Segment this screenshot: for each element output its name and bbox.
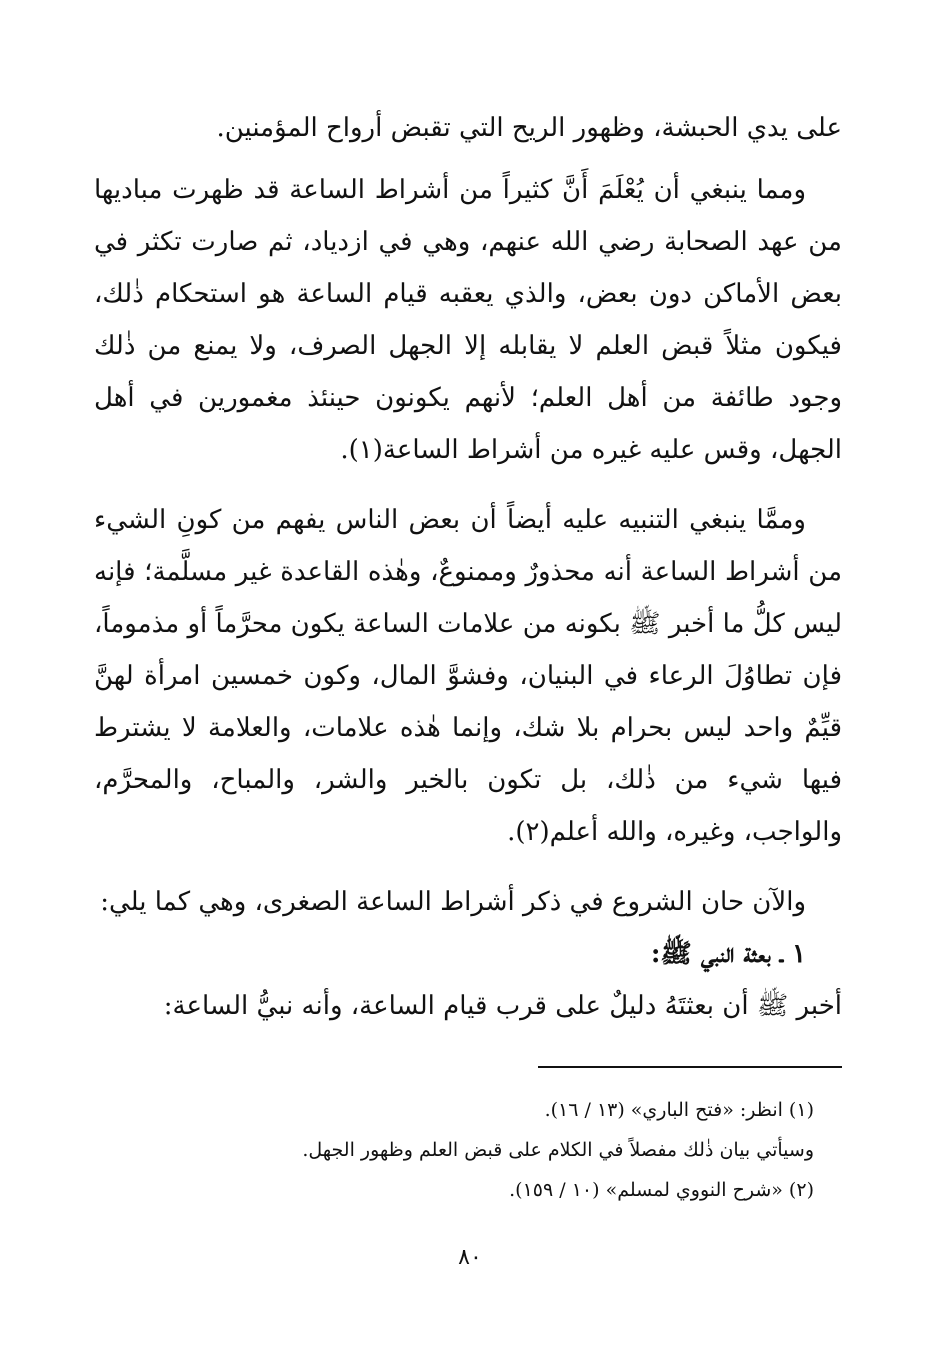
- section-heading: ١ ـ بعثة النبي ﷺ:: [650, 939, 806, 969]
- footnote-2: (٢) «شرح النووي لمسلم» (١٠ / ١٥٩).: [509, 1179, 814, 1201]
- paragraph-signs-appeared: ومما ينبغي أن يُعْلَمَ أَنَّ كثيراً من أشراط الساعة قد ظهرت مباديها من عهد الصحابة رضي الله عنهم، وهي في ازدياد، ثم صارت تكثر في بعض الأماكن دون بعض، والذي يعقبه قيام الساعة هو استحكام ذٰلك، فيكون مثلاً قبض العلم لا يقابله إلا الجهل الصرف، ولا يمنع من ذٰلك وجود طائفة من أهل العلم؛ لأنهم يكونون حينئذ مغمورين في أهل الجهل، وقس عليه غيره من أشراط الساعة(١).: [94, 175, 842, 465]
- footnote-1-continuation: وسيأتي بيان ذٰلك مفصلاً في الكلام على قبض العلم وظهور الجهل.: [302, 1139, 814, 1161]
- paragraph-not-forbidden: وممَّا ينبغي التنبيه عليه أيضاً أن بعض الناس يفهم من كونِ الشيء من أشراط الساعة أنه محذورٌ وممنوعٌ، وهٰذه القاعدة غير مسلَّمة؛ فإنه ليس كلُّ ما أخبر ﷺ بكونه من علامات الساعة يكون محرَّماً أو مذموماً، فإن تطاوُلَ الرعاء في البنيان، وفشوَّ المال، وكون خمسين امرأة لهنَّ قيِّمٌ واحد ليس بحرام بلا شك، وإنما هٰذه علامات، والعلامة لا يشترط فيها شيء من ذٰلك، بل تكون بالخير والشر، والمباح، والمحرَّم، والواجب، وغيره، والله أعلم(٢).: [94, 505, 842, 847]
- paragraph-continuation: على يدي الحبشة، وظهور الريح التي تقبض أرواح المؤمنين.: [216, 113, 842, 143]
- page-number: ٨٠: [458, 1245, 482, 1270]
- paragraph-prophet-mission: أخبر ﷺ أن بعثتَهُ دليلٌ على قرب قيام الساعة، وأنه نبيُّ الساعة:: [163, 991, 842, 1021]
- footnote-1: (١) انظر: «فتح الباري» (١٣ / ١٦).: [544, 1099, 814, 1121]
- paragraph-minor-signs-intro: والآن حان الشروع في ذكر أشراط الساعة الصغرى، وهي كما يلي:: [100, 887, 806, 917]
- footnote-divider: [538, 1066, 842, 1068]
- main-text: [94, 102, 842, 1032]
- footnotes: [94, 1090, 814, 1210]
